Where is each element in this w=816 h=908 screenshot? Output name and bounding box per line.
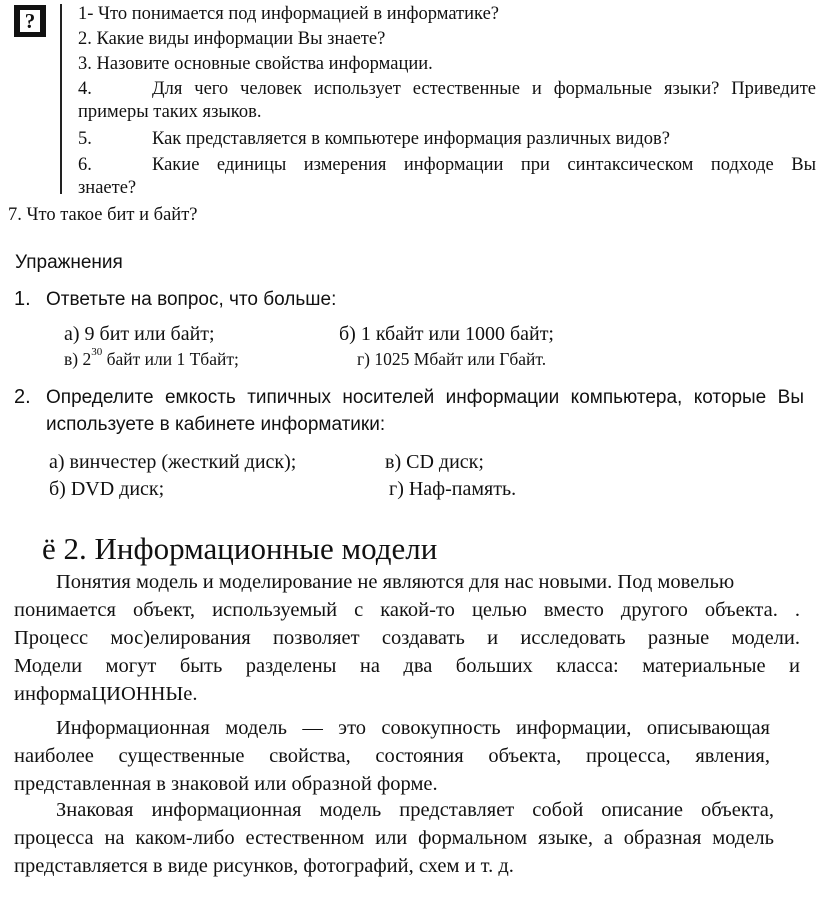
- paragraph-2: [14, 714, 770, 798]
- exercise-1-option-c-exponent: 30: [91, 346, 103, 358]
- paragraph-1-line-3: Процесс мос)елирования позволяет создавать и исследовать разные модели.: [14, 627, 800, 649]
- paragraph-3-line-1: Знаковая информационная модель представляет собой описание объекта,: [56, 799, 774, 821]
- paragraph-3-line-3: представляется в виде рисунков, фотографий, схем и т. д.: [14, 855, 514, 877]
- question-6-number: 6.: [78, 155, 92, 175]
- question-4-line-2: примеры таких языков.: [78, 102, 262, 122]
- paragraph-3-line-2: процесса на каком-либо естественном или формальном языке, а образная модель: [14, 827, 774, 849]
- paragraph-1-line-5: информаЦИОННЫе.: [14, 683, 198, 705]
- paragraph-2-line-2: наиболее существенные свойства, состояния объекта, процесса, явления,: [14, 745, 770, 767]
- exercise-1-option-c-rest: байт или 1 Тбайт;: [102, 349, 239, 369]
- question-3: 3. Назовите основные свойства информации.: [78, 54, 433, 74]
- exercise-1-option-b: б) 1 кбайт или 1000 байт;: [339, 323, 554, 345]
- exercise-2-option-b: б) DVD диск;: [49, 478, 165, 500]
- exercise-1-option-d: г) 1025 Мбайт или Гбайт.: [357, 349, 547, 369]
- paragraph-1-line-1: Понятия модель и моделирование не являются для нас новыми. Под мовелью: [56, 571, 735, 593]
- exercise-2-number: 2.: [14, 386, 31, 408]
- paragraph-3: [14, 796, 774, 880]
- exercises-heading: Упражнения: [15, 252, 123, 273]
- exercise-1-option-a: а) 9 бит или байт;: [64, 323, 215, 345]
- exercise-2-option-a: а) винчестер (жесткий диск);: [49, 451, 297, 473]
- question-1: 1- Что понимается под информацией в информатике?: [78, 4, 499, 24]
- question-7: 7. Что такое бит и байт?: [8, 205, 198, 225]
- question-5-text: Как представляется в компьютере информация различных видов?: [152, 129, 670, 149]
- question-mark-glyph: ?: [20, 10, 40, 32]
- exercise-2-line-1: Определите емкость типичных носителей информации компьютера, которые Вы: [46, 387, 804, 408]
- exercise-2-option-c: в) CD диск;: [385, 451, 484, 473]
- paragraph-1-line-4: Модели могут быть разделены на два больших класса: материальные и: [14, 655, 800, 677]
- question-4-number: 4.: [78, 79, 92, 99]
- question-5-number: 5.: [78, 129, 92, 149]
- exercise-1-option-c-base: в) 2: [64, 349, 92, 369]
- question-6-line-1: Какие единицы измерения информации при синтаксическом подходе Вы: [152, 155, 816, 175]
- exercise-1-option-c: [64, 348, 239, 370]
- question-2: 2. Какие виды информации Вы знаете?: [78, 29, 386, 49]
- question-6-line-2: знаете?: [78, 178, 137, 198]
- paragraph-2-line-1: Информационная модель — это совокупность информации, описывающая: [56, 717, 770, 739]
- question-mark-icon: [14, 5, 46, 37]
- exercise-1-text: Ответьте на вопрос, что больше:: [46, 289, 337, 310]
- paragraph-1-line-2: понимается объект, используемый с какой-то целью вместо другого объекта. .: [14, 599, 800, 621]
- section-title: ё 2. Информационные модели: [42, 531, 438, 566]
- exercise-2-line-2: используете в кабинете информатики:: [46, 414, 386, 435]
- paragraph-2-line-3: представленная в знаковой или образной форме.: [14, 773, 438, 795]
- questions-side-bar: [60, 4, 62, 194]
- question-4-line-1: Для чего человек использует естественные и формальные языки? Приведите: [152, 79, 816, 99]
- paragraph-1: [14, 568, 800, 708]
- exercise-1-number: 1.: [14, 288, 31, 310]
- exercise-2-option-d: г) Наф-память.: [389, 478, 517, 500]
